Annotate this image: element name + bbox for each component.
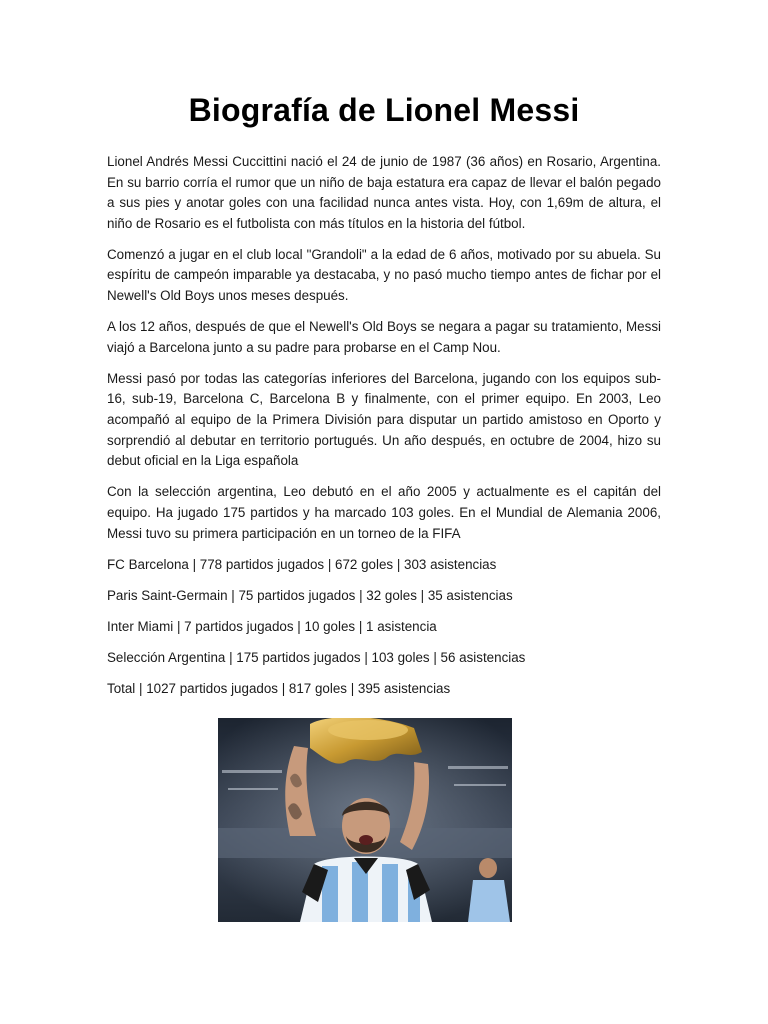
stat-line-argentina: Selección Argentina | 175 partidos jugados | 103 goles | 56 asistencias (107, 649, 526, 665)
stat-line-total: Total | 1027 partidos jugados | 817 goles | 395 asistencias (107, 680, 451, 696)
paragraph-grandoli: Comenzó a jugar en el club local "Grandoli" a la edad de 6 años, motivado por su abuela. Su espíritu de campeón imparable ya destacaba, y no pasó mucho tiempo antes de fichar por el Newell's Old Boys unos meses después. (107, 246, 661, 304)
stat-line-psg: Paris Saint-Germain | 75 partidos jugados | 32 goles | 35 asistencias (107, 587, 513, 603)
paragraph-national-team: Con la selección argentina, Leo debutó en el año 2005 y actualmente es el capitán del equipo. Ha jugado 175 partidos y ha marcado 103 goles. En el Mundial de Alemania 2006, Messi tuvo su primera participación en un torneo de la FIFA (107, 484, 661, 541)
messi-trophy-photo (218, 718, 512, 922)
page-title: Biografía de Lionel Messi (188, 92, 580, 128)
paragraph-youth-career: Messi pasó por todas las categorías inferiores del Barcelona, jugando con los equipos sub-16, sub-19, Barcelona C, Barcelona B y finalmente, con el primer equipo. En 2003, Leo acompañó al equipo de la Primera División para disputar un partido amistoso en Oporto y sorprendió al debutar en territorio portugués. Un año después, en octubre de 2004, hizo su debut oficial en la Liga española (107, 370, 661, 469)
document-body (107, 152, 661, 710)
paragraph-birth: Lionel Andrés Messi Cuccittini nació el 24 de junio de 1987 (36 años) en Rosario, Argentina. En su barrio corría el rumor que un niño de baja estatura era capaz de llevar el balón pegado a sus pies y anotar goles con una facilidad nunca antes vista. Hoy, con 1,69m de altura, el niño de Rosario es el futbolista con más títulos en la historia del fútbol. (107, 154, 661, 231)
stat-line-barcelona: FC Barcelona | 778 partidos jugados | 672 goles | 303 asistencias (107, 556, 497, 572)
paragraph-barcelona-move: A los 12 años, después de que el Newell's Old Boys se negara a pagar su tratamiento, Messi viajó a Barcelona junto a su padre para probarse en el Camp Nou. (107, 319, 661, 355)
stat-line-inter-miami: Inter Miami | 7 partidos jugados | 10 goles | 1 asistencia (107, 618, 437, 634)
